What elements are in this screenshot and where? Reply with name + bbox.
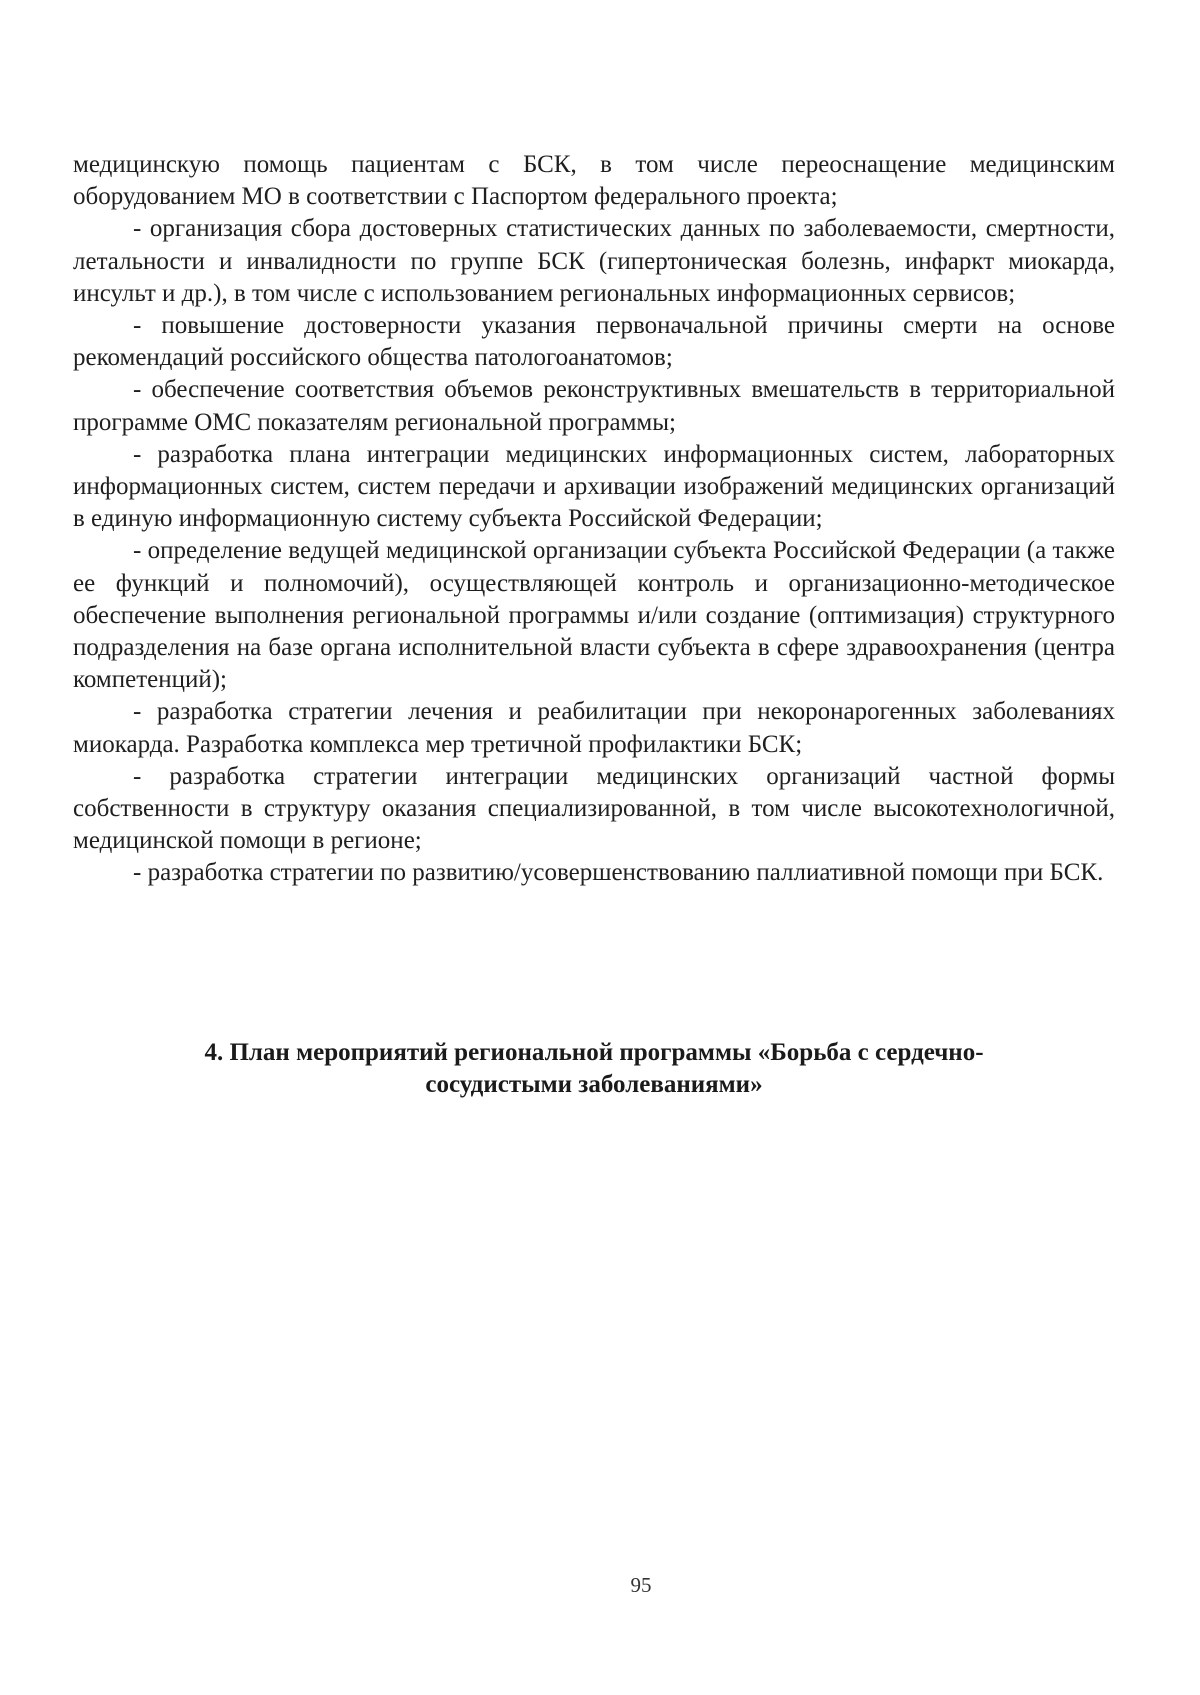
list-item: - обеспечение соответствия объемов реконструктивных вмешательств в территориальной программе ОМС показателям региональной программы; <box>73 376 1115 436</box>
list-item: - разработка стратегии по развитию/усовершенствованию паллиативной помощи при БСК. <box>133 859 1104 887</box>
list-item: - разработка плана интеграции медицинских информационных систем, лабораторных информационных систем, систем передачи и архивации изображений медицинских организаций в единую информационную систему субъекта Российской Федерации; <box>73 440 1115 533</box>
body-text <box>73 149 1115 890</box>
list-item: - определение ведущей медицинской организации субъекта Российской Федерации (а также ее функций и полномочий), осуществляющей контроль и организационно-методическое обеспечение выполнения региональной программы и/или создание (оптимизация) структурного подразделения на базе органа исполнительной власти субъекта в сфере здравоохранения (центра компетенций); <box>73 537 1115 694</box>
list-item: - организация сбора достоверных статистических данных по заболеваемости, смертности, летальности и инвалидности по группе БСК (гипертоническая болезнь, инфаркт миокарда, инсульт и др.), в том числе с использованием региональных информационных сервисов; <box>73 215 1115 307</box>
list-item: - разработка стратегии интеграции медицинских организаций частной формы собственности в структуру оказания специализированной, в том числе высокотехнологичной, медицинской помощи в регионе; <box>73 762 1115 855</box>
paragraph-continuation: медицинскую помощь пациентам с БСК, в том числе переоснащение медицинским оборудованием МО в соответствии с Паспортом федерального проекта; <box>73 151 1115 211</box>
section-heading-line: 4. План мероприятий региональной программы «Борьба с сердечно- <box>204 1039 984 1066</box>
section-heading-line: сосудистыми заболеваниями» <box>425 1071 763 1099</box>
section-heading <box>73 1037 1115 1101</box>
page-number: 95 <box>630 1573 652 1597</box>
list-item: - разработка стратегии лечения и реабилитации при некоронарогенных заболеваниях миокарда. Разработка комплекса мер третичной профилактики БСК; <box>73 698 1115 758</box>
list-item: - повышение достоверности указания первоначальной причины смерти на основе рекомендаций российского общества патологоанатомов; <box>73 312 1115 372</box>
